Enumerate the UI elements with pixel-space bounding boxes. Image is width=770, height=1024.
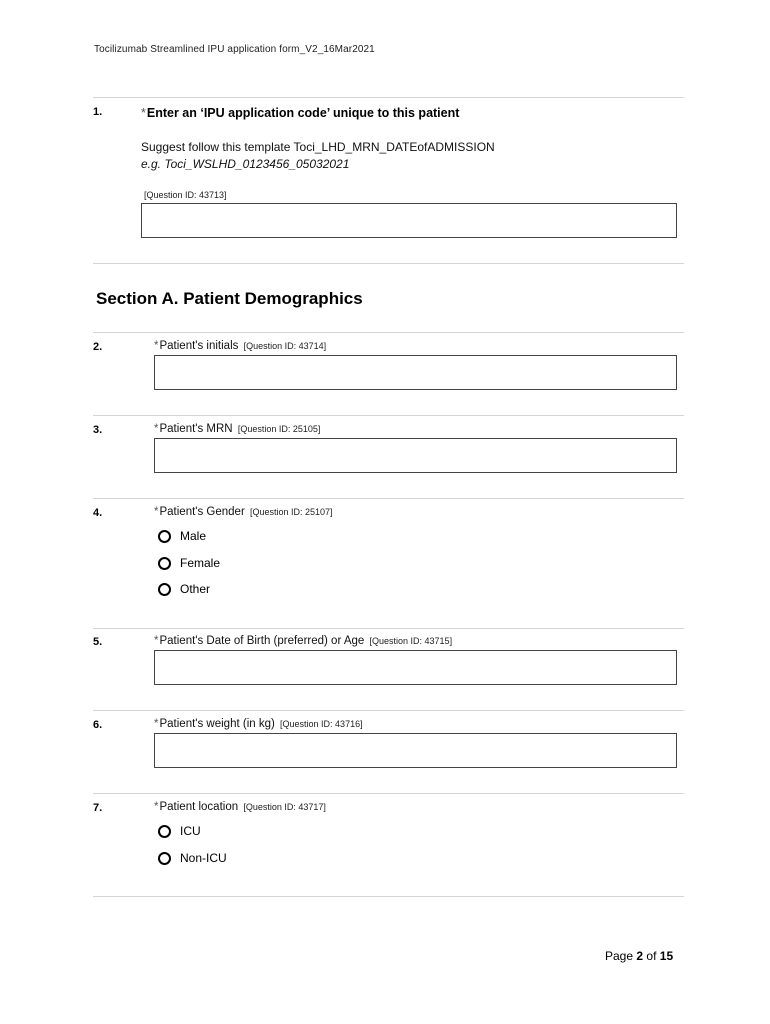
question-id: [Question ID: 43715] bbox=[369, 636, 453, 646]
divider bbox=[93, 628, 684, 629]
page-prefix: Page bbox=[605, 949, 634, 963]
radio-button[interactable] bbox=[158, 852, 171, 865]
question-example: e.g. Toci_WSLHD_0123456_05032021 bbox=[141, 157, 350, 171]
radio-button[interactable] bbox=[158, 825, 171, 838]
divider bbox=[93, 498, 684, 499]
divider bbox=[93, 896, 684, 897]
radio-option-male[interactable] bbox=[158, 529, 206, 543]
question-title bbox=[154, 423, 320, 435]
question-label: Patient's Gender bbox=[159, 506, 245, 518]
required-marker: * bbox=[154, 801, 159, 813]
divider bbox=[93, 97, 684, 98]
radio-button[interactable] bbox=[158, 583, 171, 596]
question-label: Patient location bbox=[159, 801, 239, 813]
question-label: Patient's weight (in kg) bbox=[159, 718, 275, 730]
radio-button[interactable] bbox=[158, 557, 171, 570]
question-id: [Question ID: 43716] bbox=[280, 719, 363, 729]
patient-mrn-input[interactable] bbox=[154, 438, 677, 473]
page-current: 2 bbox=[636, 949, 644, 963]
question-label: Patient's MRN bbox=[159, 423, 233, 435]
radio-label: ICU bbox=[180, 824, 201, 838]
question-number: 7. bbox=[93, 802, 103, 814]
page-total: 15 bbox=[659, 949, 674, 963]
question-title bbox=[141, 106, 459, 120]
question-number: 5. bbox=[93, 636, 103, 648]
radio-option-icu[interactable] bbox=[158, 824, 201, 838]
question-number: 6. bbox=[93, 719, 103, 731]
radio-label: Female bbox=[180, 556, 221, 570]
required-marker: * bbox=[154, 506, 159, 518]
radio-label: Non-ICU bbox=[180, 851, 227, 865]
required-marker: * bbox=[141, 106, 146, 120]
section-title: Section A. Patient Demographics bbox=[96, 289, 363, 308]
question-number: 2. bbox=[93, 341, 103, 353]
divider bbox=[93, 793, 684, 794]
question-label: Patient's Date of Birth (preferred) or Age bbox=[159, 635, 365, 647]
required-marker: * bbox=[154, 718, 159, 730]
required-marker: * bbox=[154, 635, 159, 647]
divider bbox=[93, 710, 684, 711]
question-id: [Question ID: 43714] bbox=[243, 341, 327, 351]
ipu-application-code-input[interactable] bbox=[141, 203, 677, 238]
divider bbox=[93, 415, 684, 416]
divider bbox=[93, 332, 684, 333]
radio-button[interactable] bbox=[158, 530, 171, 543]
required-marker: * bbox=[154, 340, 159, 352]
question-title bbox=[154, 340, 326, 352]
question-number: 1. bbox=[93, 106, 103, 118]
question-label: Enter an ‘IPU application code’ unique to this patient bbox=[146, 106, 460, 120]
question-title bbox=[154, 506, 333, 518]
question-id: [Question ID: 43717] bbox=[243, 802, 326, 812]
radio-label: Other bbox=[180, 582, 211, 596]
date-of-birth-or-age-input[interactable] bbox=[154, 650, 677, 685]
question-label: Patient's initials bbox=[159, 340, 239, 352]
radio-option-other[interactable] bbox=[158, 582, 210, 596]
question-title bbox=[154, 635, 452, 647]
page-number bbox=[605, 949, 673, 963]
question-title bbox=[154, 801, 326, 813]
question-id: [Question ID: 43713] bbox=[144, 190, 227, 200]
radio-option-non-icu[interactable] bbox=[158, 851, 227, 865]
divider bbox=[93, 263, 684, 264]
radio-label: Male bbox=[180, 529, 207, 543]
question-number: 4. bbox=[93, 507, 103, 519]
question-title bbox=[154, 718, 363, 730]
question-number: 3. bbox=[93, 424, 103, 436]
question-hint: Suggest follow this template Toci_LHD_MRN_DATEofADMISSION bbox=[141, 140, 495, 154]
question-id: [Question ID: 25105] bbox=[237, 424, 321, 434]
patient-initials-input[interactable] bbox=[154, 355, 677, 390]
patient-weight-input[interactable] bbox=[154, 733, 677, 768]
question-id: [Question ID: 25107] bbox=[250, 507, 333, 517]
page-of: of bbox=[646, 949, 657, 963]
document-header: Tocilizumab Streamlined IPU application form_V2_16Mar2021 bbox=[94, 44, 375, 55]
required-marker: * bbox=[154, 423, 159, 435]
radio-option-female[interactable] bbox=[158, 556, 220, 570]
